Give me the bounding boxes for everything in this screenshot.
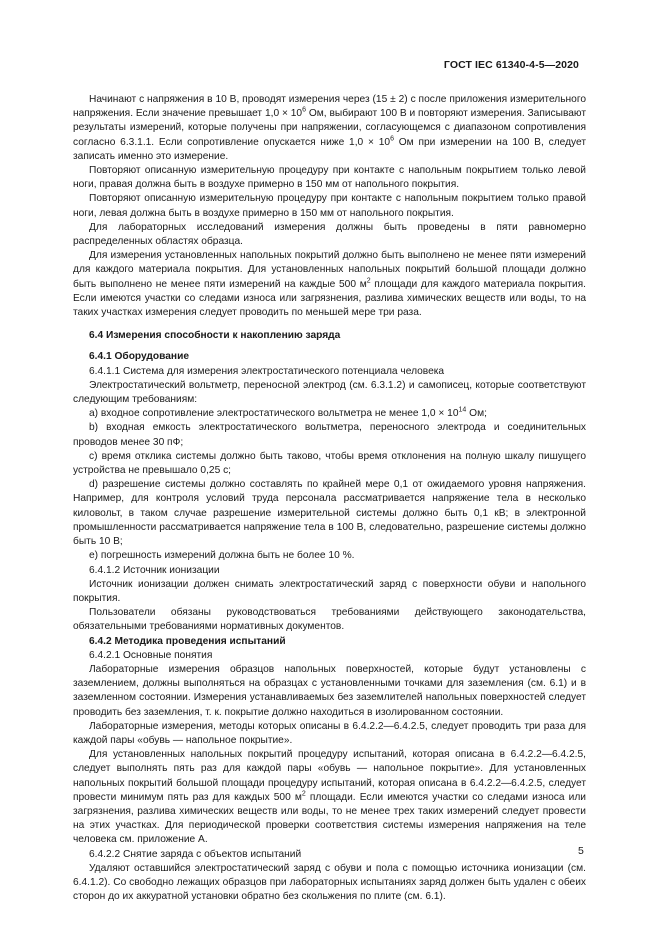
list-item: b) входная емкость электростатического вольтметра, переносного электрода и соединительных проводов менее 30 пФ; (73, 422, 586, 448)
section-heading-6-4-2: 6.4.2 Методика проведения испытаний (89, 635, 286, 647)
section-heading-6-4-1: 6.4.1 Оборудование (89, 351, 189, 363)
subsection-title: 6.4.1.2 Источник ионизации (89, 564, 220, 576)
paragraph: Повторяют описанную измерительную процедуру при контакте с напольным покрытием только левой ноги, правая должна быть в воздухе примерно в 150 мм от напольного покрытия. (73, 165, 586, 191)
list-item: d) разрешение системы должно составлять по крайней мере 0,1 от ожидаемого уровня напряжения. Например, для контроля условий труда персонала рассматривается напряжение тела в несколько киловольт, в таком случае разрешение измерительной системы должно быть 0,1 кВ; в электронной промышленности рассматривается напряжение тела в 100 В, следовательно, разрешение системы должно быть 10 В; (73, 479, 586, 548)
page-body (73, 93, 586, 904)
paragraph: Пользователи обязаны руководствоваться требованиями действующего законодательства, обязательными требованиями нормативных документов. (73, 607, 586, 633)
list-item: c) время отклика системы должно быть таково, чтобы время отклонения на полную шкалу пишущего устройства не превышало 0,25 с; (73, 450, 586, 477)
section-heading-6-4: 6.4 Измерения способности к накоплению заряда (89, 330, 341, 342)
list-item: е) погрешность измерений должна быть не более 10 %. (89, 550, 355, 562)
paragraph: Начинают с напряжения в 10 В, проводят измерения через (15 ± 2) с после приложения измерительного напряжения. Если значение превышает $1,0 \times 10^6$ Ом, выбирают 100 В и повторяют измерения. Записывают результаты измерений, которые получены при напряжении, согласующемся с диапазоном сопротивления согласно 6.3.1.1. Если сопротивление опускается ниже $1,0 \times 10^6$ Ом при измерении на 100 В, следует записать именно это измерение. (73, 94, 587, 162)
subsection-title: 6.4.1.1 Система для измерения электростатического потенциала человека (89, 365, 445, 377)
paragraph: Лабораторные измерения, методы которых описаны в 6.4.2.2—6.4.2.5, следует проводить три раза для каждой пары «обувь — напольное покрытие». (73, 720, 586, 746)
page-number: 5 (578, 845, 584, 857)
subsection-title: 6.4.2.2 Снятие заряда с объектов испытаний (89, 848, 302, 860)
list-item: а) входное сопротивление электростатического вольтметра не менее $1,0 \times 10^{14}$ Ом; (89, 406, 487, 420)
document-header: ГОСТ IEC 61340-4-5—2020 (443, 59, 579, 71)
paragraph: Электростатический вольтметр, переносной электрод (см. 6.3.1.2) и самописец, которые соответствуют следующим требованиям: (73, 379, 586, 406)
paragraph: Повторяют описанную измерительную процедуру при контакте с напольным покрытием только правой ноги, левая должна быть в воздухе примерно в 150 мм от напольного покрытия. (73, 193, 586, 219)
paragraph: Лабораторные измерения образцов напольных поверхностей, которые будут установлены с заземлением, должны выполняться на образцах с установленными точками для заземления (см. 6.1) и в заземленном состоянии. Измерения устанавливаемых без заземлителей напольных поверхностей следует проводить без заземления, т. к. покрытие должно находиться в изолированном состоянии. (73, 663, 586, 718)
paragraph: Для установленных напольных покрытий процедуру испытаний, которая описана в 6.4.2.2—6.4.2.5, следует выполнять пять раз для каждой пары «обувь — напольное покрытие». Для установленных напольных покрытий большой площади процедуру испытаний, которая описана в 6.4.2.2—6.4.2.5, следует провести минимум пять раз для каждых 500 $м^2$ площади. Если имеются участки со следами износа или загрязнения, разлива химических веществ или воды, то не менее трех таких измерений следует провести на этих участках. Для периодической проверки соответствия системы измерения напряжения на теле человека см. приложение А. (73, 749, 586, 846)
paragraph: Для измерения установленных напольных покрытий должно быть выполнено не менее пяти измерений для каждого материала покрытия. Для установленных напольных покрытий большой площади должно быть выполнено не менее пяти измерений на каждые 500 $м^2$ площади для каждого материала покрытия. Если имеются участки со следами износа или загрязнения, разлива химических веществ или воды, то на таких участках измерения следует проводить по меньшей мере три раза. (73, 250, 586, 319)
paragraph: Источник ионизации должен снимать электростатический заряд с поверхности обуви и напольного покрытия. (73, 578, 586, 604)
paragraph: Удаляют оставшийся электростатический заряд с обуви и пола с помощью источника ионизации (см. 6.4.1.2). Со свободно лежащих образцов при лабораторных испытаниях заряд должен быть удален с обеих сторон до их аккуратной установки обратно без скольжения по плите (см. 6.1). (73, 862, 586, 903)
paragraph: Для лабораторных исследований измерения должны быть проведены в пяти равномерно распределенных областях образца. (73, 221, 586, 248)
subsection-title: 6.4.2.1 Основные понятия (89, 649, 213, 661)
